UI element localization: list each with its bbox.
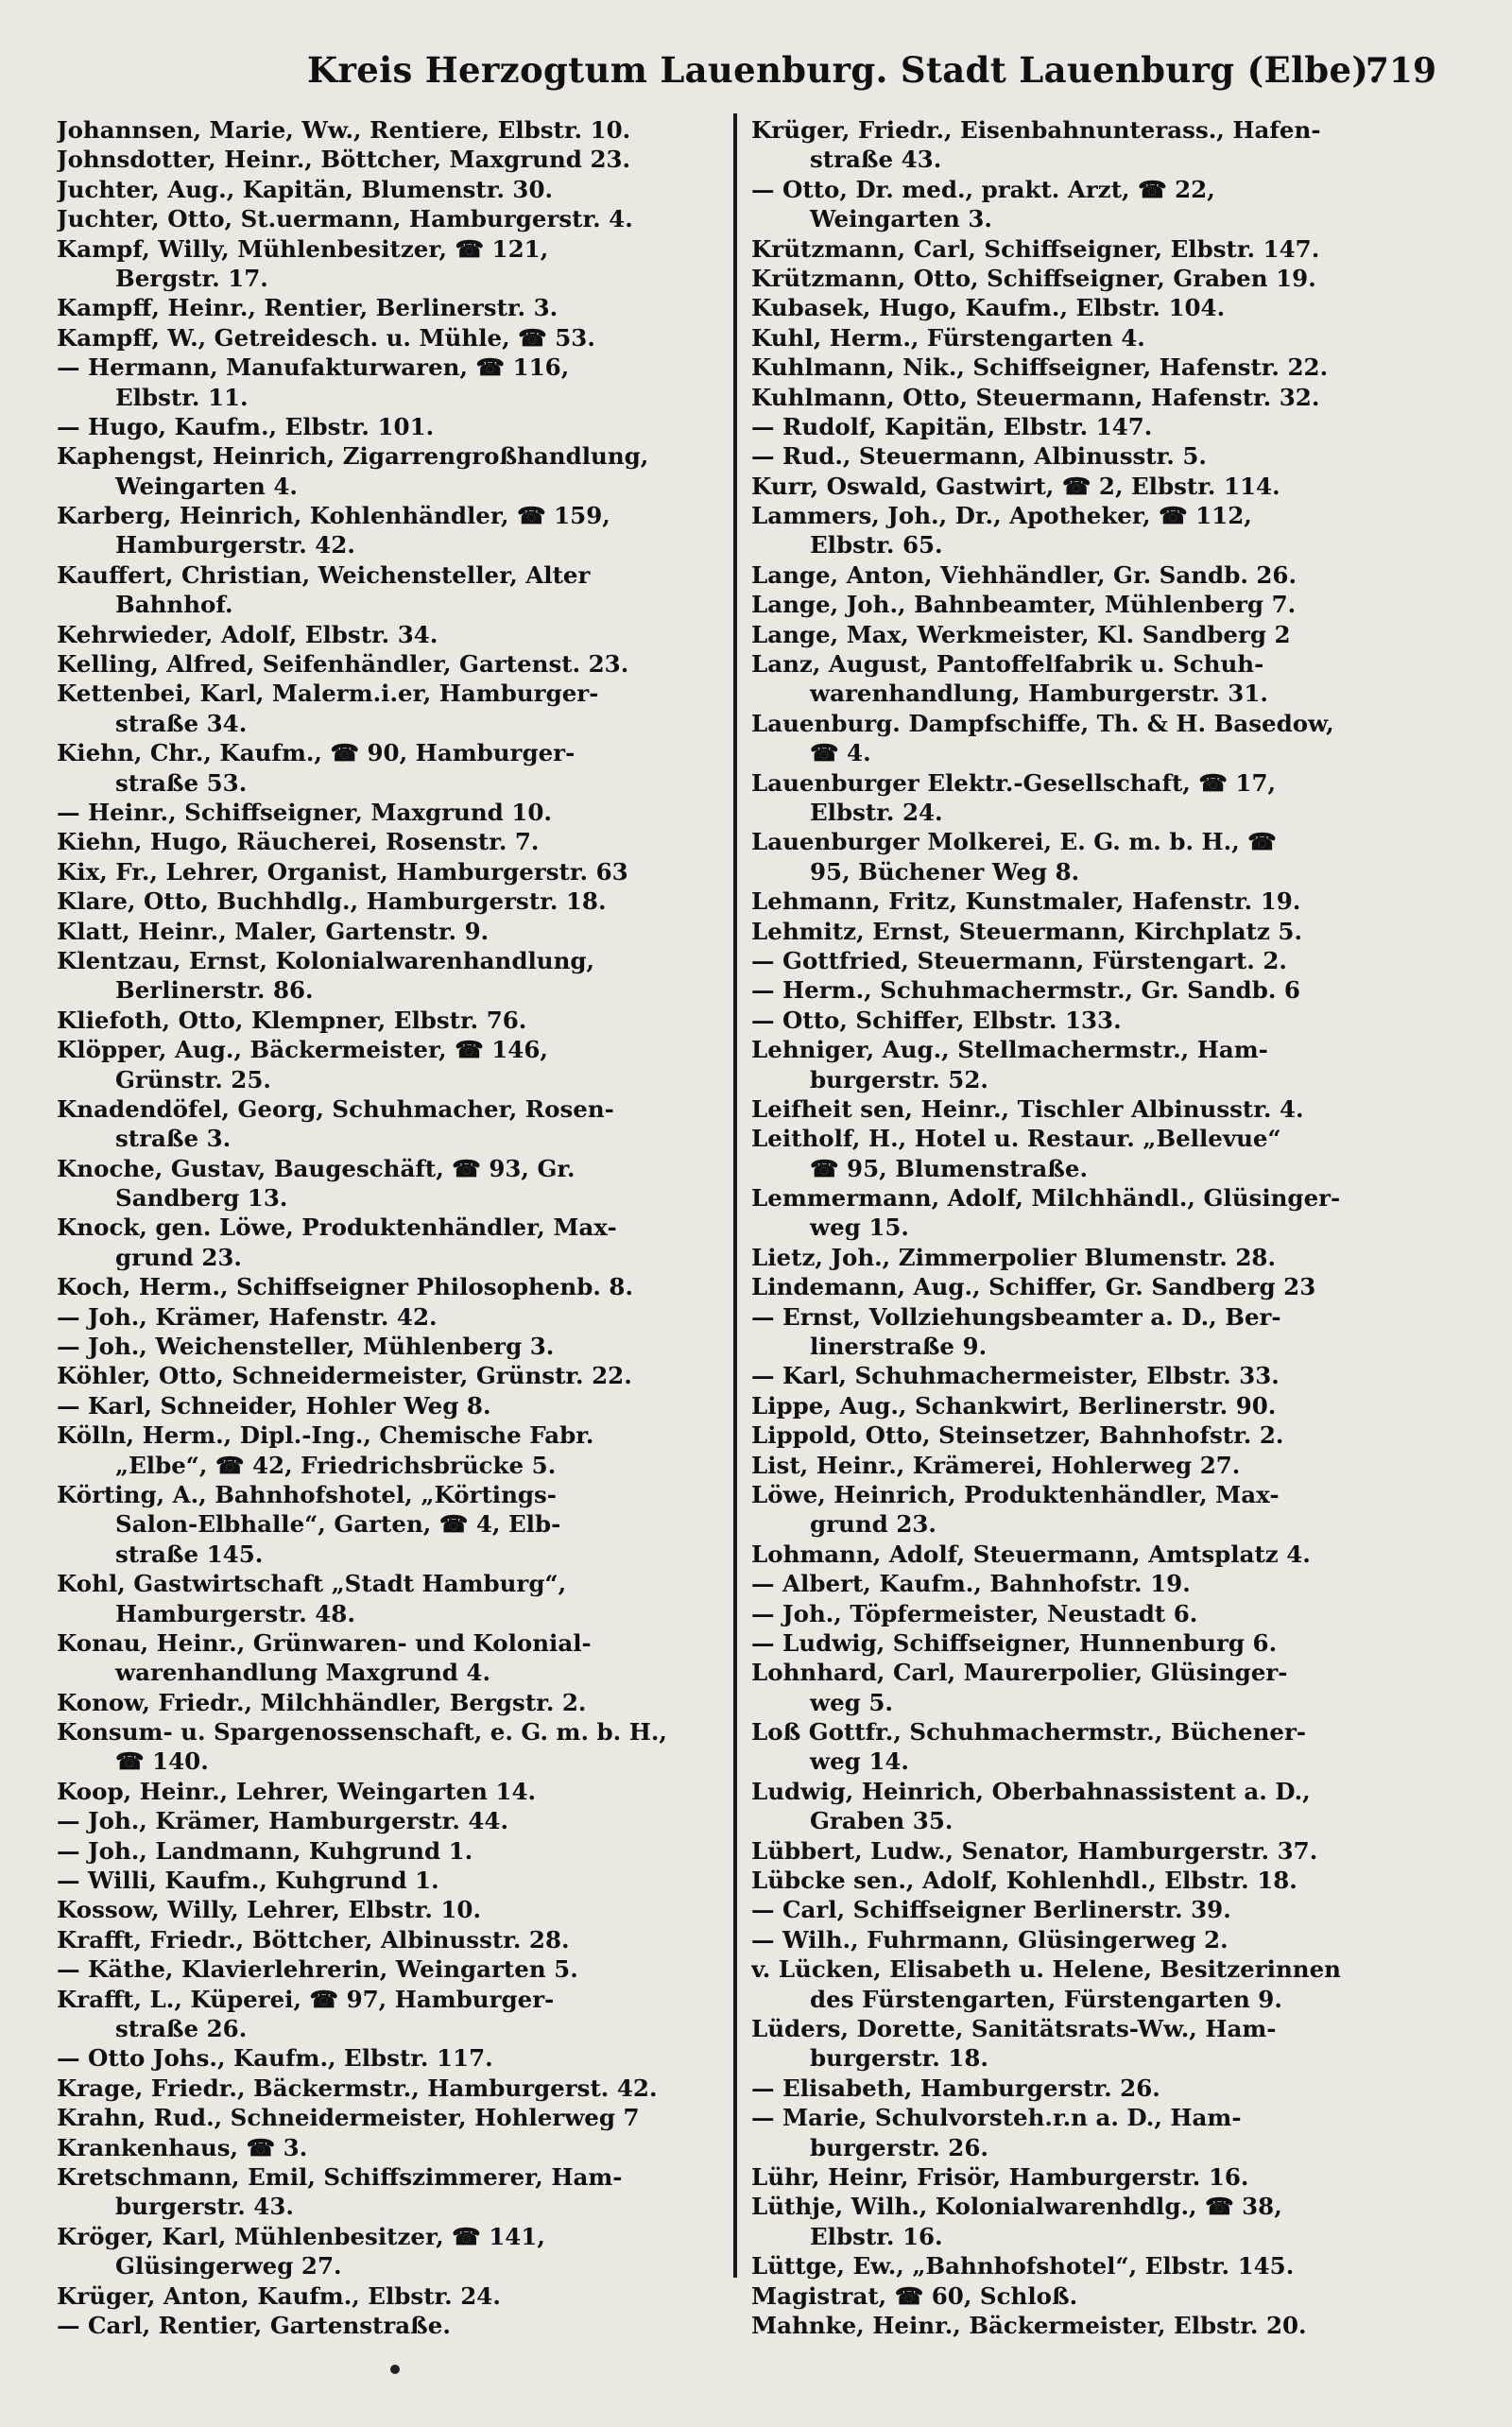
directory-entry-line: Krahn, Rud., Schneidermeister, Hohlerweg 7: [57, 2104, 640, 2132]
directory-entry-line: Lippold, Otto, Steinsetzer, Bahnhofstr. 2.: [751, 1421, 1284, 1450]
directory-entry-line: — Rud., Steuermann, Albinusstr. 5.: [751, 442, 1207, 471]
directory-entry-line: Konow, Friedr., Milchhändler, Bergstr. 2.: [57, 1688, 587, 1716]
entry-continuation-line: weg 14.: [810, 1747, 909, 1776]
directory-entry-line: Kelling, Alfred, Seifenhändler, Gartenst. 23.: [57, 650, 629, 679]
right-column: [751, 115, 1413, 2340]
directory-entry-line: Lanz, August, Pantoffelfabrik u. Schuh-: [751, 650, 1264, 679]
directory-entry-line: Kuhlmann, Otto, Steuermann, Hafenstr. 32.: [751, 383, 1320, 411]
entry-continuation-line: Glüsingerweg 27.: [115, 2252, 342, 2281]
directory-entry-line: Lemmermann, Adolf, Milchhändl., Glüsinger-: [751, 1184, 1341, 1213]
entry-continuation-line: „Elbe“, ☎ 42, Friedrichsbrücke 5.: [115, 1451, 557, 1479]
directory-entry-line: Konsum- u. Spargenossenschaft, e. G. m. b. H.,: [57, 1718, 667, 1747]
directory-entry-line: Lehmitz, Ernst, Steuermann, Kirchplatz 5.: [751, 917, 1302, 945]
directory-entry-line: Krankenhaus, ☎ 3.: [57, 2133, 308, 2161]
directory-entry-line: Kuhlmann, Nik., Schiffseigner, Hafenstr. 22.: [751, 353, 1329, 382]
directory-entry-line: — Otto, Schiffer, Elbstr. 133.: [751, 1006, 1122, 1034]
column-divider: [733, 113, 737, 2278]
entry-continuation-line: linerstraße 9.: [810, 1333, 988, 1361]
directory-entry-line: Juchter, Otto, St.uermann, Hamburgerstr. 4.: [57, 205, 633, 233]
directory-entry-line: Lüttge, Ew., „Bahnhofshotel“, Elbstr. 145.: [751, 2252, 1295, 2281]
left-column: [57, 115, 718, 2340]
directory-entry-line: Kiehn, Chr., Kaufm., ☎ 90, Hamburger-: [57, 739, 576, 767]
directory-entry-line: Leitholf, H., Hotel u. Restaur. „Bellevue“: [751, 1125, 1281, 1153]
directory-entry-line: Lange, Anton, Viehhändler, Gr. Sandb. 26.: [751, 560, 1297, 589]
directory-entry-line: — Heinr., Schiffseigner, Maxgrund 10.: [57, 798, 552, 826]
entry-continuation-line: ☎ 4.: [810, 739, 871, 767]
directory-entry-line: Kiehn, Hugo, Räucherei, Rosenstr. 7.: [57, 828, 540, 856]
directory-entry-line: Lohnhard, Carl, Maurerpolier, Glüsinger-: [751, 1659, 1288, 1687]
directory-entry-line: Kohl, Gastwirtschaft „Stadt Hamburg“,: [57, 1570, 567, 1598]
entry-continuation-line: straße 34.: [115, 709, 248, 737]
directory-entry-line: Mahnke, Heinr., Bäckermeister, Elbstr. 20.: [751, 2311, 1307, 2339]
entry-continuation-line: ☎ 140.: [115, 1747, 209, 1776]
directory-entry-line: Lauenburger Elektr.-Gesellschaft, ☎ 17,: [751, 768, 1277, 797]
directory-entry-line: — Joh., Krämer, Hamburgerstr. 44.: [57, 1807, 509, 1835]
entry-continuation-line: Bahnhof.: [115, 591, 233, 619]
directory-entry-line: Kampf, Willy, Mühlenbesitzer, ☎ 121,: [57, 234, 549, 263]
directory-entry-line: Knoche, Gustav, Baugeschäft, ☎ 93, Gr.: [57, 1154, 576, 1182]
directory-entry-line: Lühr, Heinr, Frisör, Hamburgerstr. 16.: [751, 2162, 1249, 2191]
directory-entry-line: — Käthe, Klavierlehrerin, Weingarten 5.: [57, 1955, 578, 1984]
entry-continuation-line: weg 15.: [810, 1214, 909, 1242]
entry-continuation-line: Weingarten 3.: [810, 205, 992, 233]
directory-entry-line: Konau, Heinr., Grünwaren- und Kolonial-: [57, 1628, 592, 1657]
directory-entry-line: Kossow, Willy, Lehrer, Elbstr. 10.: [57, 1896, 482, 1924]
directory-entry-line: Lauenburg. Dampfschiffe, Th. & H. Basedow,: [751, 709, 1334, 737]
directory-entry-line: — Ludwig, Schiffseigner, Hunnenburg 6.: [751, 1628, 1278, 1657]
directory-entry-line: Lehmann, Fritz, Kunstmaler, Hafenstr. 19.: [751, 887, 1301, 916]
directory-entry-line: Knock, gen. Löwe, Produktenhändler, Max-: [57, 1214, 617, 1242]
directory-entry-line: Kix, Fr., Lehrer, Organist, Hamburgerstr. 63: [57, 857, 628, 886]
directory-entry-line: — Herm., Schuhmachermstr., Gr. Sandb. 6: [751, 976, 1300, 1005]
directory-entry-line: Krützmann, Otto, Schiffseigner, Graben 19.: [751, 264, 1316, 292]
directory-entry-line: Kettenbei, Karl, Malerm.i.er, Hamburger-: [57, 680, 599, 708]
directory-entry-line: — Joh., Weichensteller, Mühlenberg 3.: [57, 1333, 555, 1361]
directory-entry-line: Klentzau, Ernst, Kolonialwarenhandlung,: [57, 946, 595, 974]
directory-entry-line: Lange, Max, Werkmeister, Kl. Sandberg 2: [751, 620, 1291, 648]
entry-continuation-line: grund 23.: [115, 1243, 242, 1271]
directory-entry-line: — Joh., Krämer, Hafenstr. 42.: [57, 1302, 438, 1331]
directory-entry-line: v. Lücken, Elisabeth u. Helene, Besitzerinnen: [751, 1955, 1341, 1984]
directory-entry-line: — Willi, Kaufm., Kuhgrund 1.: [57, 1867, 439, 1895]
directory-entry-line: Lehniger, Aug., Stellmachermstr., Ham-: [751, 1036, 1268, 1064]
directory-entry-line: Kröger, Karl, Mühlenbesitzer, ☎ 141,: [57, 2222, 545, 2250]
directory-entry-line: Krafft, L., Küperei, ☎ 97, Hamburger-: [57, 1985, 555, 2013]
entry-continuation-line: des Fürstengarten, Fürstengarten 9.: [810, 1985, 1282, 2013]
directory-entry-line: — Otto, Dr. med., prakt. Arzt, ☎ 22,: [751, 175, 1215, 203]
entry-continuation-line: ☎ 95, Blumenstraße.: [810, 1154, 1088, 1182]
directory-entry-line: — Otto Johs., Kaufm., Elbstr. 117.: [57, 2044, 493, 2073]
directory-entry-line: Leifheit sen, Heinr., Tischler Albinusstr. 4.: [751, 1094, 1304, 1123]
directory-entry-line: Kölln, Herm., Dipl.-Ing., Chemische Fabr.: [57, 1421, 594, 1450]
entry-continuation-line: Sandberg 13.: [115, 1184, 288, 1213]
directory-entry-line: Köhler, Otto, Schneidermeister, Grünstr. 22.: [57, 1362, 632, 1390]
directory-entry-line: — Elisabeth, Hamburgerstr. 26.: [751, 2074, 1160, 2102]
directory-entry-line: Lippe, Aug., Schankwirt, Berlinerstr. 90.: [751, 1391, 1277, 1420]
directory-entry-line: Lange, Joh., Bahnbeamter, Mühlenberg 7.: [751, 591, 1297, 619]
directory-entry-line: Körting, A., Bahnhofshotel, „Körtings-: [57, 1480, 557, 1508]
directory-entry-line: Krüger, Friedr., Eisenbahnunterass., Hafen-: [751, 116, 1321, 144]
entry-continuation-line: straße 43.: [810, 146, 942, 174]
directory-entry-line: Lüthje, Wilh., Kolonialwarenhdlg., ☎ 38,: [751, 2193, 1282, 2221]
entry-continuation-line: straße 53.: [115, 768, 248, 797]
entry-continuation-line: Berlinerstr. 86.: [115, 976, 314, 1005]
entry-continuation-line: burgerstr. 18.: [810, 2044, 988, 2073]
entry-continuation-line: Bergstr. 17.: [115, 264, 268, 292]
entry-continuation-line: grund 23.: [810, 1510, 936, 1539]
entry-continuation-line: Salon-Elbhalle“, Garten, ☎ 4, Elb-: [115, 1510, 561, 1539]
running-head: Kreis Herzogtum Lauenburg. Stadt Lauenburg (Elbe).: [307, 49, 1382, 91]
directory-entry-line: Krafft, Friedr., Böttcher, Albinusstr. 28.: [57, 1925, 570, 1954]
entry-continuation-line: burgerstr. 43.: [115, 2193, 294, 2221]
directory-entry-line: Johnsdotter, Heinr., Böttcher, Maxgrund 23.: [57, 146, 631, 174]
entry-continuation-line: Graben 35.: [810, 1807, 954, 1835]
directory-entry-line: — Ernst, Vollziehungsbeamter a. D., Ber-: [751, 1302, 1281, 1331]
directory-entry-line: — Karl, Schuhmachermeister, Elbstr. 33.: [751, 1362, 1280, 1390]
directory-entry-line: Kubasek, Hugo, Kaufm., Elbstr. 104.: [751, 294, 1226, 322]
entry-continuation-line: Hamburgerstr. 42.: [115, 531, 355, 559]
entry-continuation-line: Elbstr. 11.: [115, 383, 249, 411]
directory-entry-line: Kurr, Oswald, Gastwirt, ☎ 2, Elbstr. 114.: [751, 472, 1280, 500]
directory-entry-line: — Gottfried, Steuermann, Fürstengart. 2.: [751, 946, 1287, 974]
entry-continuation-line: weg 5.: [810, 1688, 893, 1716]
directory-entry-line: — Joh., Landmann, Kuhgrund 1.: [57, 1836, 473, 1865]
entry-continuation-line: straße 145.: [115, 1540, 264, 1568]
directory-entry-line: Krage, Friedr., Bäckermstr., Hamburgerst. 42.: [57, 2074, 658, 2102]
directory-entry-line: Johannsen, Marie, Ww., Rentiere, Elbstr. 10.: [57, 116, 631, 144]
entry-continuation-line: Hamburgerstr. 48.: [115, 1599, 355, 1627]
entry-continuation-line: Grünstr. 25.: [115, 1065, 271, 1093]
entry-continuation-line: Elbstr. 65.: [810, 531, 943, 559]
directory-entry-line: Lübcke sen., Adolf, Kohlenhdl., Elbstr. 18.: [751, 1867, 1297, 1895]
directory-entry-line: Koch, Herm., Schiffseigner Philosophenb. 8.: [57, 1273, 633, 1301]
directory-entry-line: — Hermann, Manufakturwaren, ☎ 116,: [57, 353, 570, 382]
directory-entry-line: — Marie, Schulvorsteh.r.n a. D., Ham-: [751, 2104, 1242, 2132]
directory-entry-line: Loß Gottfr., Schuhmachermstr., Büchener-: [751, 1718, 1307, 1747]
directory-entry-line: Krützmann, Carl, Schiffseigner, Elbstr. 147.: [751, 234, 1320, 263]
directory-entry-line: Lindemann, Aug., Schiffer, Gr. Sandberg 23: [751, 1273, 1316, 1301]
directory-entry-line: — Karl, Schneider, Hohler Weg 8.: [57, 1391, 491, 1420]
directory-entry-line: Magistrat, ☎ 60, Schloß.: [751, 2281, 1078, 2310]
entry-continuation-line: warenhandlung, Hamburgerstr. 31.: [810, 680, 1268, 708]
entry-continuation-line: burgerstr. 52.: [810, 1065, 988, 1093]
entry-continuation-line: burgerstr. 26.: [810, 2133, 988, 2161]
directory-entry-line: — Rudolf, Kapitän, Elbstr. 147.: [751, 412, 1153, 440]
directory-entry-line: Kampff, Heinr., Rentier, Berlinerstr. 3.: [57, 294, 558, 322]
page-number: 719: [1365, 51, 1436, 91]
directory-entry-line: — Carl, Schiffseigner Berlinerstr. 39.: [751, 1896, 1231, 1924]
directory-entry-line: Karberg, Heinrich, Kohlenhändler, ☎ 159,: [57, 502, 610, 530]
directory-entry-line: Klöpper, Aug., Bäckermeister, ☎ 146,: [57, 1036, 548, 1064]
entry-continuation-line: 95, Büchener Weg 8.: [810, 857, 1080, 886]
directory-entry-line: Lauenburger Molkerei, E. G. m. b. H., ☎: [751, 828, 1277, 856]
directory-entry-line: Krüger, Anton, Kaufm., Elbstr. 24.: [57, 2281, 501, 2310]
entry-continuation-line: Weingarten 4.: [115, 472, 298, 500]
directory-entry-line: Lohmann, Adolf, Steuermann, Amtsplatz 4.: [751, 1540, 1311, 1568]
directory-entry-line: — Wilh., Fuhrmann, Glüsingerweg 2.: [751, 1925, 1228, 1954]
directory-entry-line: Kehrwieder, Adolf, Elbstr. 34.: [57, 620, 438, 648]
page-header: [57, 49, 1455, 102]
directory-entry-line: — Albert, Kaufm., Bahnhofstr. 19.: [751, 1570, 1191, 1598]
directory-entry-line: Kaphengst, Heinrich, Zigarrengroßhandlung,: [57, 442, 649, 471]
directory-entry-line: Ludwig, Heinrich, Oberbahnassistent a. D.,: [751, 1777, 1311, 1805]
directory-entry-line: — Hugo, Kaufm., Elbstr. 101.: [57, 412, 435, 440]
entry-continuation-line: Elbstr. 24.: [810, 798, 943, 826]
entry-continuation-line: straße 3.: [115, 1125, 232, 1153]
directory-entry-line: List, Heinr., Krämerei, Hohlerweg 27.: [751, 1451, 1241, 1479]
directory-entry-line: Klatt, Heinr., Maler, Gartenstr. 9.: [57, 917, 490, 945]
directory-entry-line: Kuhl, Herm., Fürstengarten 4.: [751, 323, 1145, 352]
directory-entry-line: Lammers, Joh., Dr., Apotheker, ☎ 112,: [751, 502, 1252, 530]
directory-entry-line: Kliefoth, Otto, Klempner, Elbstr. 76.: [57, 1006, 527, 1034]
directory-entry-line: — Carl, Rentier, Gartenstraße.: [57, 2311, 451, 2339]
directory-entry-line: Kampff, W., Getreidesch. u. Mühle, ☎ 53.: [57, 323, 595, 352]
entry-continuation-line: straße 26.: [115, 2015, 248, 2042]
directory-entry-line: Löwe, Heinrich, Produktenhändler, Max-: [751, 1480, 1280, 1508]
entry-continuation-line: warenhandlung Maxgrund 4.: [115, 1659, 491, 1687]
directory-entry-line: Lietz, Joh., Zimmerpolier Blumenstr. 28.: [751, 1243, 1276, 1271]
entry-continuation-line: Elbstr. 16.: [810, 2222, 943, 2250]
directory-entry-line: Klare, Otto, Buchhdlg., Hamburgerstr. 18.: [57, 887, 607, 916]
directory-entry-line: Juchter, Aug., Kapitän, Blumenstr. 30.: [57, 175, 554, 203]
directory-entry-line: Lübbert, Ludw., Senator, Hamburgerstr. 37.: [751, 1836, 1318, 1865]
directory-entry-line: Lüders, Dorette, Sanitätsrats-Ww., Ham-: [751, 2015, 1277, 2042]
directory-entry-line: — Joh., Töpfermeister, Neustadt 6.: [751, 1599, 1198, 1627]
directory-entry-line: Kretschmann, Emil, Schiffszimmerer, Ham-: [57, 2162, 623, 2191]
print-dot: [390, 2365, 400, 2374]
directory-entry-line: Koop, Heinr., Lehrer, Weingarten 14.: [57, 1777, 537, 1805]
directory-entry-line: Kauffert, Christian, Weichensteller, Alter: [57, 560, 591, 589]
directory-entry-line: Knadendöfel, Georg, Schuhmacher, Rosen-: [57, 1094, 614, 1123]
